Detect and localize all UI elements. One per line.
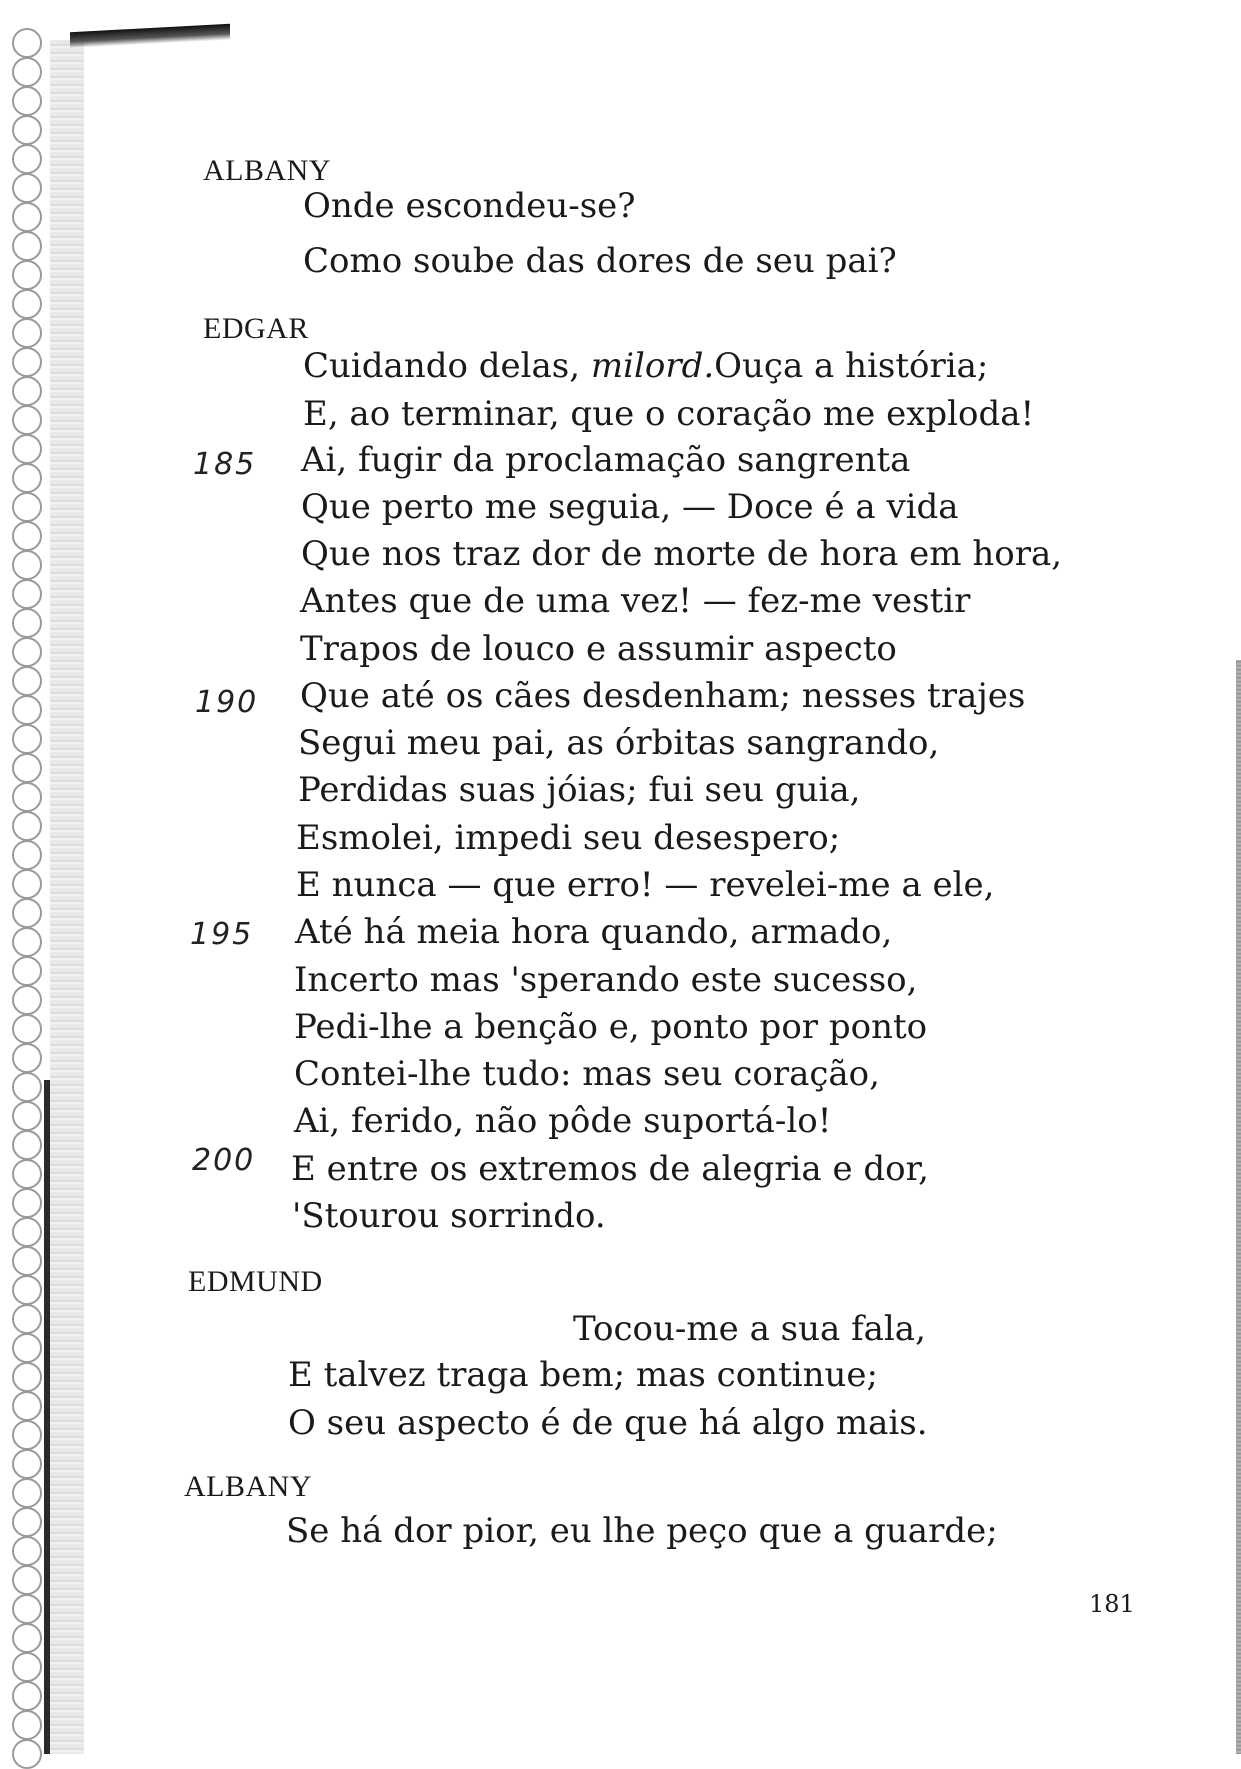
binding-ring-icon (12, 985, 42, 1015)
verse-line: Tocou-me a sua fala, (573, 1309, 926, 1349)
binding-ring-icon (12, 405, 42, 435)
binding-ring-icon (12, 1159, 42, 1189)
binding-ring-icon (12, 28, 42, 58)
verse-line: Incerto mas 'sperando este sucesso, (294, 960, 918, 1000)
binding-ring-icon (12, 173, 42, 203)
binding-ring-icon (12, 521, 42, 551)
binding-ring-icon (12, 579, 42, 609)
verse-line: Onde escondeu-se? (303, 186, 636, 226)
binding-ring-icon (12, 898, 42, 928)
binding-ring-icon (12, 1594, 42, 1624)
binding-ring-icon (12, 1304, 42, 1334)
binding-ring-icon (12, 1681, 42, 1711)
speaker-name: EDGAR (203, 312, 309, 345)
binding-ring-icon (12, 347, 42, 377)
binding-ring-icon (12, 1507, 42, 1537)
binding-ring-icon (12, 550, 42, 580)
verse-line: Que até os cães desdenham; nesses trajes (300, 676, 1026, 716)
binding-ring-icon (12, 1014, 42, 1044)
binding-ring-icon (12, 1565, 42, 1595)
binding-ring-icon (12, 318, 42, 348)
binding-ring-icon (12, 637, 42, 667)
binding-ring-icon (12, 1420, 42, 1450)
binding-ring-icon (12, 1478, 42, 1508)
speaker-name: ALBANY (184, 1470, 312, 1503)
binding-ring-icon (12, 144, 42, 174)
binding-ring-icon (12, 492, 42, 522)
binding-ring-icon (12, 956, 42, 986)
verse-line: E entre os extremos de alegria e dor, (291, 1149, 929, 1189)
binding-ring-icon (12, 115, 42, 145)
verse-line: E talvez traga bem; mas continue; (288, 1355, 878, 1395)
binding-ring-icon (12, 666, 42, 696)
verse-line: Até há meia hora quando, armado, (295, 912, 893, 952)
binding-ring-icon (12, 1188, 42, 1218)
binding-ring-icon (12, 1333, 42, 1363)
verse-line: Trapos de louco e assumir aspecto (300, 629, 897, 669)
binding-ring-icon (12, 869, 42, 899)
binding-ring-icon (12, 1449, 42, 1479)
binding-ring-icon (12, 289, 42, 319)
verse-line: E nunca — que erro! — revelei-me a ele, (296, 865, 995, 905)
verse-line: Antes que de uma vez! — fez-me vestir (300, 581, 971, 621)
binding-spine (50, 40, 84, 1754)
binding-ring-icon (12, 376, 42, 406)
binding-ring-icon (12, 1739, 42, 1769)
binding-ring-icon (12, 231, 42, 261)
binding-ring-icon (12, 782, 42, 812)
binding-ring-icon (12, 1536, 42, 1566)
binding-ring-icon (12, 811, 42, 841)
margin-line-number: 185 (193, 447, 257, 482)
speaker-name: ALBANY (203, 154, 331, 187)
margin-line-number: 195 (190, 917, 254, 952)
binding-ring-icon (12, 753, 42, 783)
verse-line: Ai, ferido, não pôde suportá-lo! (294, 1101, 832, 1141)
verse-line: Esmolei, impedi seu desespero; (296, 818, 841, 858)
page-right-edge (1236, 660, 1241, 1754)
verse-line: Que perto me seguia, — Doce é a vida (301, 487, 959, 527)
verse-line: Como soube das dores de seu pai? (303, 241, 897, 281)
binding-shadow (44, 1080, 50, 1754)
binding-ring-icon (12, 260, 42, 290)
spiral-binding (0, 0, 110, 1754)
binding-ring-icon (12, 1072, 42, 1102)
verse-line: Se há dor pior, eu lhe peço que a guarde; (286, 1511, 998, 1551)
verse-line: O seu aspecto é de que há algo mais. (288, 1403, 928, 1443)
italic-word: milord. (590, 346, 715, 386)
verse-line: E, ao terminar, que o coração me exploda! (303, 394, 1035, 434)
verse-line: Pedi-lhe a benção e, ponto por ponto (294, 1007, 928, 1047)
page-number: 181 (1089, 1590, 1135, 1618)
binding-ring-icon (12, 695, 42, 725)
binding-ring-icon (12, 1362, 42, 1392)
binding-ring-icon (12, 1101, 42, 1131)
binding-ring-icon (12, 724, 42, 754)
binding-ring-icon (12, 57, 42, 87)
binding-ring-icon (12, 608, 42, 638)
binding-ring-icon (12, 1710, 42, 1740)
binding-ring-icon (12, 202, 42, 232)
binding-ring-icon (12, 1652, 42, 1682)
verse-line (303, 343, 988, 390)
verse-line: Que nos traz dor de morte de hora em hora, (301, 534, 1063, 574)
verse-line: Perdidas suas jóias; fui seu guia, (298, 770, 861, 810)
binding-ring-icon (12, 1217, 42, 1247)
verse-line: Ai, fugir da proclamação sangrenta (301, 440, 911, 480)
verse-line: 'Stourou sorrindo. (292, 1196, 606, 1236)
speaker-name: EDMUND (188, 1265, 323, 1298)
verse-line: Segui meu pai, as órbitas sangrando, (298, 723, 940, 763)
verse-text-part: Cuidando delas, (303, 346, 591, 386)
verse-text-part: Ouça a história; (714, 346, 989, 386)
binding-ring-icon (12, 434, 42, 464)
binding-ring-icon (12, 1130, 42, 1160)
binding-ring-icon (12, 1246, 42, 1276)
binding-ring-icon (12, 86, 42, 116)
binding-ring-icon (12, 927, 42, 957)
margin-line-number: 190 (195, 685, 259, 720)
binding-ring-icon (12, 1623, 42, 1653)
verse-line: Contei-lhe tudo: mas seu coração, (294, 1054, 880, 1094)
binding-ring-icon (12, 1043, 42, 1073)
binding-ring-icon (12, 1275, 42, 1305)
binding-ring-icon (12, 1391, 42, 1421)
margin-line-number: 200 (192, 1143, 256, 1178)
binding-ring-icon (12, 840, 42, 870)
binding-ring-icon (12, 463, 42, 493)
